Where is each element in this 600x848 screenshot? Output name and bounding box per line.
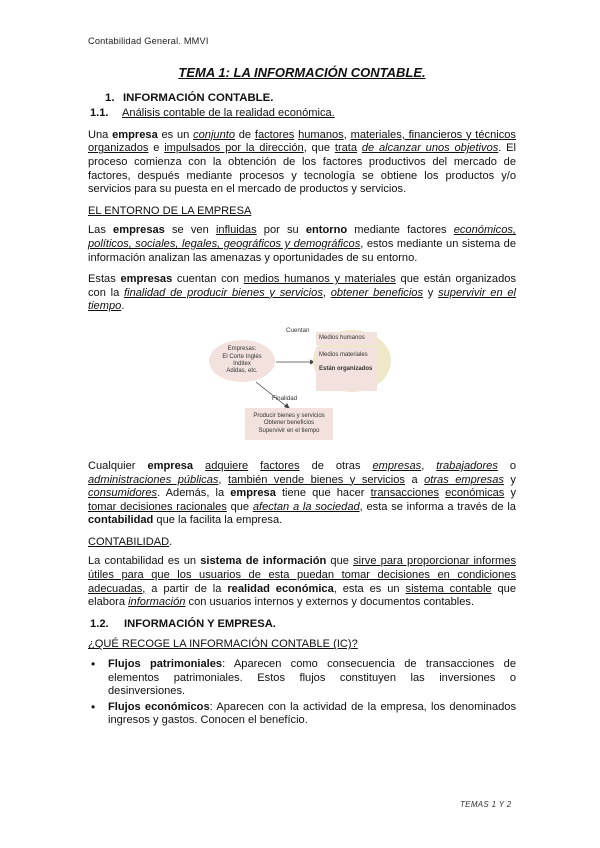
subsection-title: Análisis contable de la realidad económica. [122,107,335,120]
document-title: TEMA 1: LA INFORMACIÓN CONTABLE. [178,65,426,80]
label-finalidad: Finalidad [272,394,298,402]
paragraph-transacciones: Cualquier empresa adquiere factores de otras empresas, trabajadores o administraciones públicas, también vende bienes y servicios a otras empresas y consumidores. Además, la empresa tiene que hacer transacciones económicas y tomar decisiones racionales que afectan a la sociedad, esta se informa a través de la contabilidad que la facilita la empresa. [88,459,517,527]
section-entorno-heading: EL ENTORNO DE LA EMPRESA [88,204,252,217]
paragraph-empresa: Una empresa es un conjunto de factores humanos, materiales, financieros y técnicos organizados e impulsados por la dirección, que trata de alcanzar unos objetivos. El proceso comienza con la obtención de los factores productivos del mercado de factores, después mediante procesos y tecnología se obtiene los productos y/o servicios para su puesta en el mercado de productos y servicios. [88,128,517,196]
subsection-number: 1.1. [90,107,109,120]
section-contabilidad-heading: CONTABILIDAD. [88,535,173,548]
paragraph-contabilidad: La contabilidad es un sistema de información que sirve para proporcionar informes útiles para que los usuarios de esta puedan tomar decisiones en condiciones adecuadas, a partir de la realidad económica, esta es un sistema contable que elabora información con usuarios internos y externos y documentos contables. [88,555,517,609]
page-header: Contabilidad General. MMVI [88,36,209,46]
diagram-finalidad-node: Producir bienes y servicios Obtener beneficios Supervivir en el tiempo [245,408,333,440]
page-footer: TEMAS 1 Y 2 [460,800,512,809]
list-item: • Flujos económicos: Aparecen con la actividad de la empresa, los denominados ingresos y gastos. Conocen el benefício. [91,699,517,727]
diagram-medios-humanos: Medios humanos [316,332,377,345]
bullet-icon: • [91,699,96,714]
page-content [88,66,516,730]
bullet-icon: • [91,657,96,672]
flujos-list [88,658,516,728]
section-number: 1. [105,91,115,104]
list-item: • Flujos patrimoniales: Aparecen como consecuencia de transacciones de elementos patrimoniales. Estos flujos constituyen las inversiones o desinversiones. [91,657,516,698]
subsection-number: 1.2. [90,617,109,630]
diagram-empresas-node: Empresas: El Corte Inglés Inditex Adidas, etc. [209,340,275,382]
section-title: INFORMACIÓN CONTABLE. [123,91,274,104]
subsection-heading-1-1 [90,107,516,121]
label-cuentan: Cuentan [286,326,310,334]
subsection-title: INFORMACIÓN Y EMPRESA. [124,617,276,630]
subsection-heading-1-2 [90,618,516,632]
paragraph-entorno: Las empresas se ven influidas por su entorno mediante factores económicos, políticos, sociales, legales, geográficos y demográficos, estos mediante un sistema de información analizan las amenazas y oportunidades de su entorno. [88,224,516,264]
paragraph-medios: Estas empresas cuentan con medios humanos y materiales que están organizados con la finalidad de producir bienes y servicios, obtener beneficios y supervivir en el tiempo. [88,273,517,313]
empresa-diagram [206,322,506,444]
diagram-medios-materiales-box: Medios materiales Están organizados [316,347,377,391]
section-heading-1 [105,92,516,106]
question-heading: ¿QUÉ RECOGE LA INFORMACIÓN CONTABLE (IC)? [88,638,358,651]
